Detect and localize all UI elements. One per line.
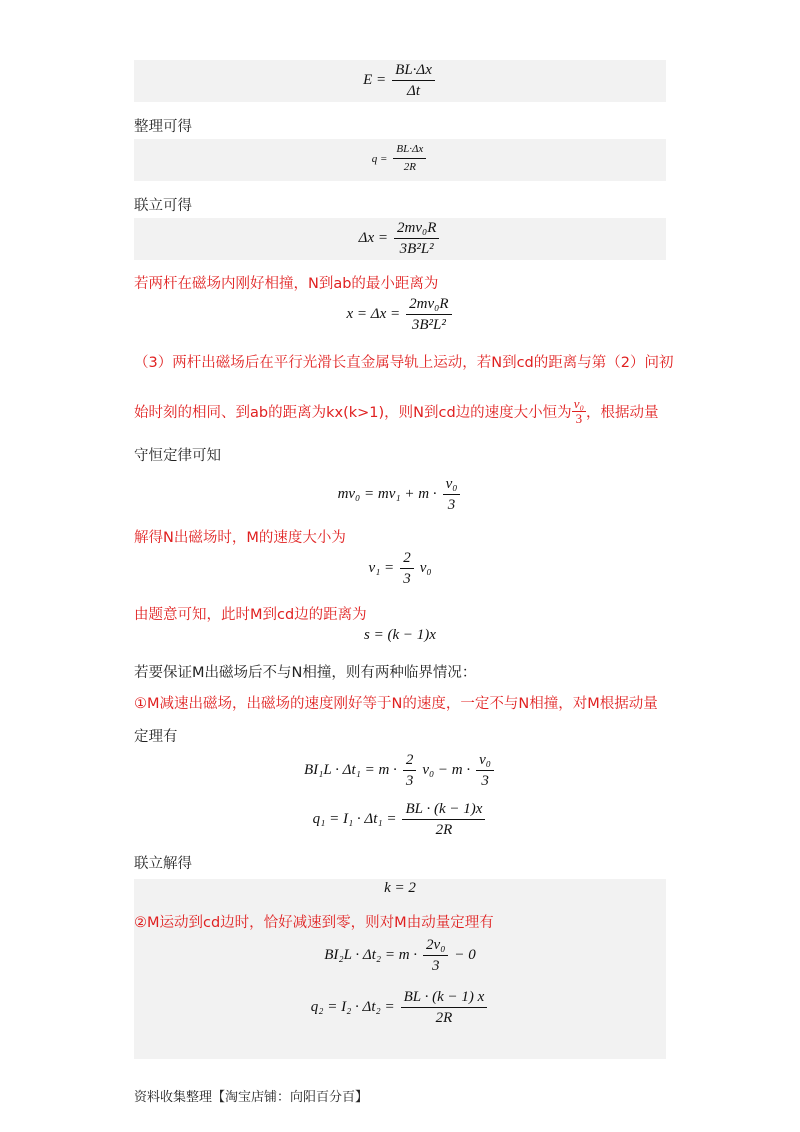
text-line: 由题意可知，此时M到cd边的距离为 <box>134 607 367 623</box>
text-segment: ，根据动量 <box>585 405 659 421</box>
text-line: 整理可得 <box>134 119 192 135</box>
text-line: 若两杆在磁场内刚好相撞，N到ab的最小距离为 <box>134 276 439 292</box>
page-footer: 资料收集整理【淘宝店铺：向阳百分百】 <box>134 1090 369 1105</box>
equation-q1: q₁ = I₁ · Δt₁ = $\frac{BL \cdot (k - 1)x}{2R}$ <box>134 801 666 838</box>
text-line: ①M减速出磁场，出磁场的速度刚好等于N的速度，一定不与N相撞，对M根据动量 <box>134 696 658 712</box>
equation-min-distance: x = Δx = $\frac{\text{2mv₀R}}{\text{3B²L²}}$ <box>134 296 666 333</box>
equation-q2: q₂ = I₂ · Δt₂ = $\frac{BL \cdot (k - 1) x}{2R}$ <box>134 989 666 1026</box>
text-line: 解得N出磁场时，M的速度大小为 <box>134 530 346 546</box>
equation-k: k = 2 <box>384 880 416 896</box>
equation-impulse-1: BI₁L · Δt₁ = m · $\frac{2}{3}$ v₀ − m · $\frac{\text{v₀}}{3}$ <box>134 752 666 789</box>
text-line: 若要保证M出磁场后不与N相撞，则有两种临界情况： <box>134 665 477 681</box>
text-line: 联立解得 <box>134 856 192 872</box>
text-line: （3）两杆出磁场后在平行光滑长直金属导轨上运动，若N到cd的距离与第（2）问初 <box>134 355 674 371</box>
inline-fraction: $\frac{\text{v₀}}{3}$ <box>573 396 584 426</box>
equation-v1: v₁ = $\frac{2}{3}$ v₀ <box>368 550 432 587</box>
equation-emf: E = $\frac{BL\cdot\Delta x}{\Delta t}$ <box>134 62 666 99</box>
equation-s: s = (k − 1)x <box>364 627 436 643</box>
text-segment: 始时刻的相同、到ab的距离为kx(k>1)，则N到cd边的速度大小恒为 <box>134 405 572 421</box>
equation-impulse-2: BI₂L · Δt₂ = m · $\frac{\text{2v₀}}{3}$ − 0 <box>324 937 476 974</box>
text-line: ②M运动到cd边时，恰好减速到零，则对M由动量定理有 <box>134 915 494 931</box>
text-line: 守恒定律可知 <box>134 448 221 464</box>
equation-charge: q = $\frac{BL\cdot\Delta x}{2R}$ <box>134 143 666 174</box>
text-line <box>134 397 658 426</box>
text-line: 联立可得 <box>134 198 192 214</box>
equation-momentum: mv₀ = mv₁ + m · $\frac{\text{v₀}}{3}$ <box>134 476 666 513</box>
equation-delta-x: Δx = $\frac{\text{2mv₀R}}{\text{3B²L²}}$ <box>134 220 666 257</box>
text-line: 定理有 <box>134 729 178 745</box>
